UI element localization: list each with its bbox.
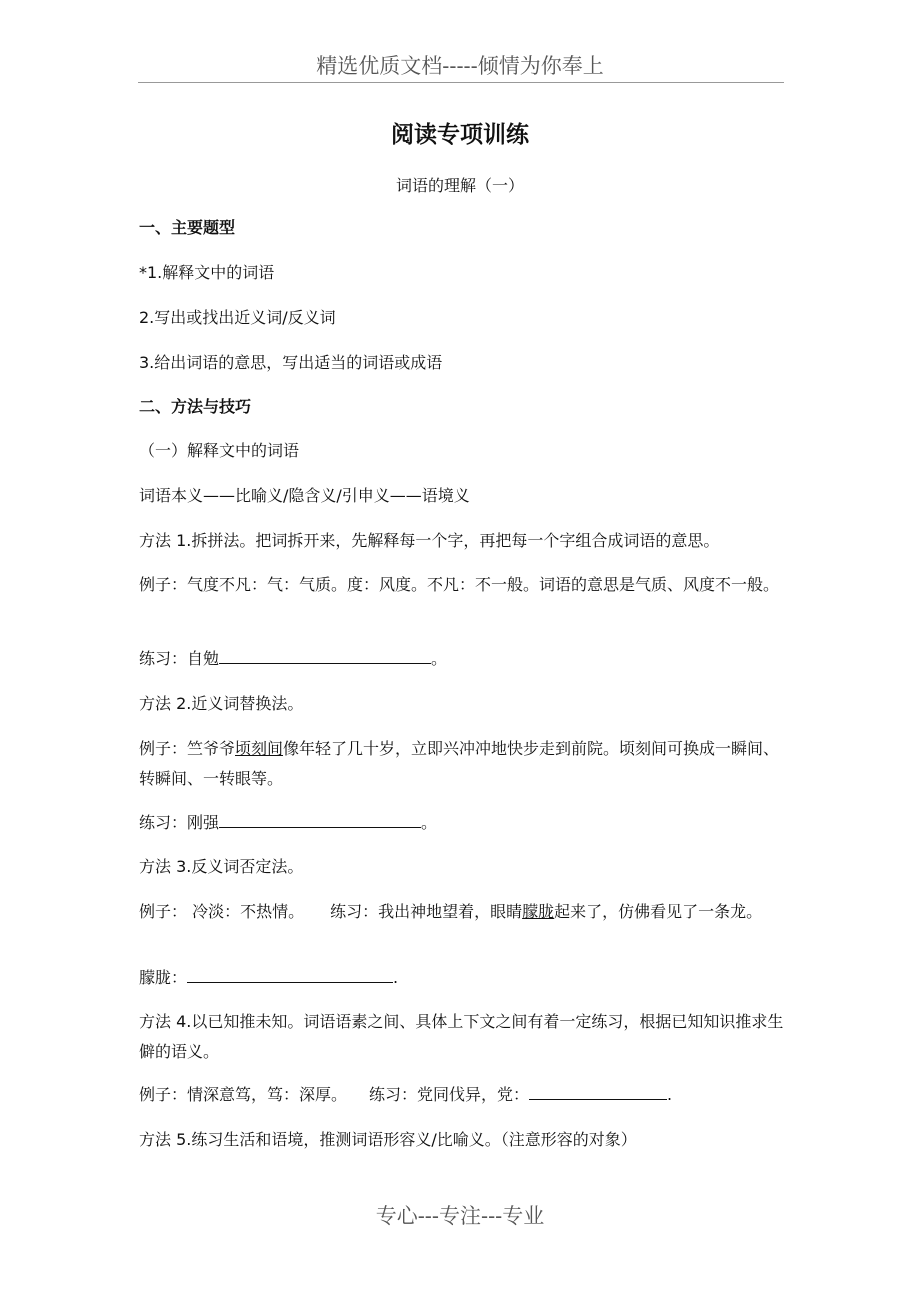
- answer-blank[interactable]: [529, 1081, 667, 1100]
- answer-blank[interactable]: [219, 645, 431, 664]
- document-title: 阅读专项训练: [391, 122, 529, 148]
- practice-label: 朦胧：: [139, 968, 188, 987]
- header-divider: [138, 82, 784, 83]
- method-4-title: 方法 4.以已知推未知。词语语素之间、具体上下文之间有着一定练习，根据已知知识推求生僻的语义。: [139, 1012, 784, 1061]
- question-type-item: *1.解释文中的词语: [139, 263, 275, 282]
- practice-label: 练习：党同伐异，党：: [369, 1085, 530, 1104]
- method-3-title: 方法 3.反义词否定法。: [139, 857, 304, 876]
- meaning-chain: 词语本义——比喻义/隐含义/引申义——语境义: [139, 486, 470, 505]
- method-2-example: 例子：竺爷爷顷刻间像年轻了几十岁，立即兴冲冲地快步走到前院。顷刻间可换成一瞬间、转瞬间、一转眼等。: [139, 739, 780, 788]
- underlined-word: 顷刻间: [235, 739, 284, 758]
- method-1-title: 方法 1.拆拼法。把词拆开来，先解释每一个字，再把每一个字组合成词语的意思。: [139, 531, 720, 550]
- method-3-answer: 朦胧： .: [139, 963, 784, 993]
- method-3-example-practice: 例子： 冷淡：不热情。 练习：我出神地望着，眼睛朦胧起来了，仿佛看见了一条龙。: [139, 902, 763, 921]
- practice-label: 练习：自勉: [139, 649, 220, 668]
- method-5-title: 方法 5.练习生活和语境，推测词语形容义/比喻义。（注意形容的对象）: [139, 1130, 637, 1149]
- page-footer: 专心---专注---专业: [375, 1204, 545, 1228]
- method-2-practice: 练习：刚强 。: [139, 808, 784, 838]
- page-header: 精选优质文档-----倾情为你奉上: [316, 54, 604, 78]
- method-1-practice: 练习：自勉 。: [139, 644, 784, 674]
- question-type-item: 3.给出词语的意思，写出适当的词语或成语: [139, 353, 443, 372]
- answer-blank[interactable]: [187, 964, 393, 983]
- answer-blank[interactable]: [219, 809, 421, 828]
- practice-label: 练习：刚强: [139, 813, 220, 832]
- section-heading-question-types: 一、主要题型: [139, 218, 236, 237]
- section-heading-methods: 二、方法与技巧: [139, 397, 252, 416]
- method-2-title: 方法 2.近义词替换法。: [139, 694, 304, 713]
- method-4-example-practice: 例子：情深意笃，笃：深厚。 练习：党同伐异，党： .: [139, 1080, 784, 1110]
- method-1-example: 例子：气度不凡：气：气质。度：风度。不凡：不一般。词语的意思是气质、风度不一般。: [139, 575, 780, 594]
- document-subtitle: 词语的理解（一）: [395, 176, 524, 195]
- question-type-item: 2.写出或找出近义词/反义词: [139, 308, 336, 327]
- sub-heading-explain-words: （一）解释文中的词语: [139, 441, 300, 460]
- underlined-word: 朦胧: [522, 902, 555, 921]
